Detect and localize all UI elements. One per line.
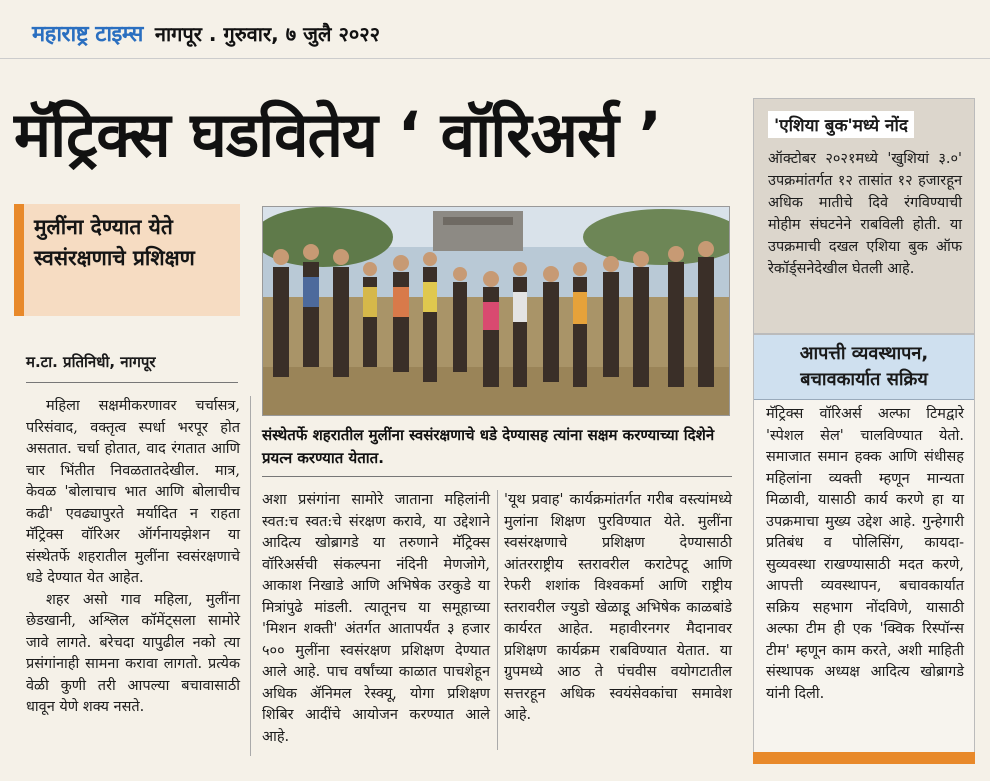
sidebar-disaster-management — [753, 334, 975, 754]
sidebar-asia-book — [753, 98, 975, 334]
subhead: मुलींना देण्यात येते स्वसंरक्षणाचे प्रशिक्षण — [14, 204, 240, 316]
paragraph: शहर असो गाव महिला, मुलींना छेडखानी, अश्लिल कॉमेंट्सला सामोरे जावे लागते. बरेचदा यापुढील नको त्या प्रसंगांनाही सामना करावा लागतो. प्रत्येक वेळी कुणी तरी आपल्या बचावासाठी धावून येणे शक्य नसते. — [26, 591, 240, 715]
article-column-1 — [26, 396, 240, 719]
byline: म.टा. प्रतिनिधी, नागपूर — [26, 353, 156, 371]
group-photo — [262, 206, 730, 416]
newspaper-logo: महाराष्ट्र टाइम्स — [32, 22, 143, 47]
column-divider — [497, 490, 498, 750]
sidebar-title: 'एशिया बुक'मध्ये नोंद — [768, 111, 914, 138]
headline: मॅट्रिक्स घडवितेय ‘ वॉरिअर्स ’ — [14, 98, 662, 171]
sidebar-body: ऑक्टोबर २०२१मध्ये 'खुशियां ३.०' उपक्रमांतर्गत १२ तासांत १२ हजारहून अधिक मातीचे दिवे रंगविण्याची मोहीम संघटनेने राबविली होती. या उपक्रमाची दखल एशिया बुक ऑफ रेकॉर्ड्सनेदेखील घेतली आहे. — [768, 151, 962, 277]
sidebar-title: आपत्ती व्यवस्थापन, बचावकार्यात सक्रिय — [754, 335, 974, 400]
photo-illustration — [263, 207, 729, 415]
top-divider — [0, 58, 990, 59]
paragraph: महिला सक्षमीकरणावर चर्चासत्र, परिसंवाद, वक्तृत्व स्पर्धा भरपूर होत असतात. चर्चा होतात, वाद रंगतात आणि चार भिंतीत निवळतातदेखील. मात्र, केवळ 'बोलाचाच भात आणि बोलाचीच कढी' एवढ्यापुरते मर्यादित न राहता मॅट्रिक्स वॉरिअर ऑर्गनायझेशन या संस्थेतर्फे शहरातील मुलींना स्वसंरक्षणाचे धडे देण्यात येत आहेत. — [26, 398, 240, 586]
caption-divider — [262, 476, 732, 477]
paragraph: अशा प्रसंगांना सामोरे जाताना महिलांनी स्वत:च स्वत:चे संरक्षण करावे, या उद्देशाने आदित्य खोब्रागडे या तरुणाने मॅट्रिक्स वॉरिअर्सची संकल्पना नंदिनी मेणजोगे, आकाश निखाडे आणि अभिषेक उरकुडे या मित्रांपुढे मांडली. त्यातूनच या समूहाच्या 'मिशन शक्ती' अंतर्गत आतापर्यंत ३ हजार ५०० मुलींना स्वसंरक्षण प्रशिक्षण देण्यात आले आहे. पाच वर्षांच्या काळात पाचशेहून अधिक ॲनिमल रेस्क्यू, योगा प्रशिक्षण शिबिर आदींचे आयोजन करण्यात आले आहे. — [262, 492, 490, 745]
sidebar-accent-bar — [753, 752, 975, 764]
photo-caption: संस्थेतर्फे शहरातील मुलींना स्वसंरक्षणाचे धडे देण्यासह त्यांना सक्षम करण्याच्या दिशेने प्रयत्न करण्यात येतात. — [262, 426, 715, 467]
column-divider — [250, 396, 251, 756]
sidebar-body: मॅट्रिक्स वॉरिअर्स अल्फा टिमद्वारे 'स्पेशल सेल' चालविण्यात येतो. समाजात समान हक्क आणि संधीसह महिलांना व्यक्ती म्हणून मान्यता मिळावी, यासाठी कार्य करणे हा या उपक्रमाचा मुख्य उद्देश आहे. गुन्हेगारी प्रतिबंध व पोलिसिंग, कायदा-सुव्यवस्था राखण्यासाठी मदत करणे, आपत्ती व्यवस्थापन, बचावकार्यात सक्रिय सहभाग नोंदविणे, यासाठी अल्फा टीम ही एक 'क्विक रिस्पॉन्स टीम' म्हणून काम करते, अशी माहिती संस्थापक अध्यक्ष आदित्य खोब्रागडे यांनी दिली. — [766, 406, 964, 702]
dateline: नागपूर . गुरुवार, ७ जुलै २०२२ — [154, 21, 381, 46]
article-column-3 — [504, 490, 732, 727]
masthead — [32, 14, 380, 52]
paragraph: 'यूथ प्रवाह' कार्यक्रमांतर्गत गरीब वस्त्यांमध्ये मुलांना शिक्षण पुरविण्यात येते. मुलींना स्वसंरक्षणाचे प्रशिक्षण देण्यासाठी आंतरराष्ट्रीय स्तरावरील कराटेपटू आणि रेफरी शशांक विश्वकर्मा आणि राष्ट्रीय स्तरावरील ज्युडो खेळाडू अभिषेक काळबांडे कार्यरत आहेत. महावीरनगर मैदानावर प्रशिक्षण कार्यक्रम राबविण्यात येतात. या ग्रुपमध्ये आठ ते पंचवीस वयोगटातील सत्तरहून अधिक स्वयंसेवकांचा समावेश आहे. — [504, 492, 732, 723]
byline-divider — [26, 382, 238, 383]
article-column-2 — [262, 490, 490, 748]
